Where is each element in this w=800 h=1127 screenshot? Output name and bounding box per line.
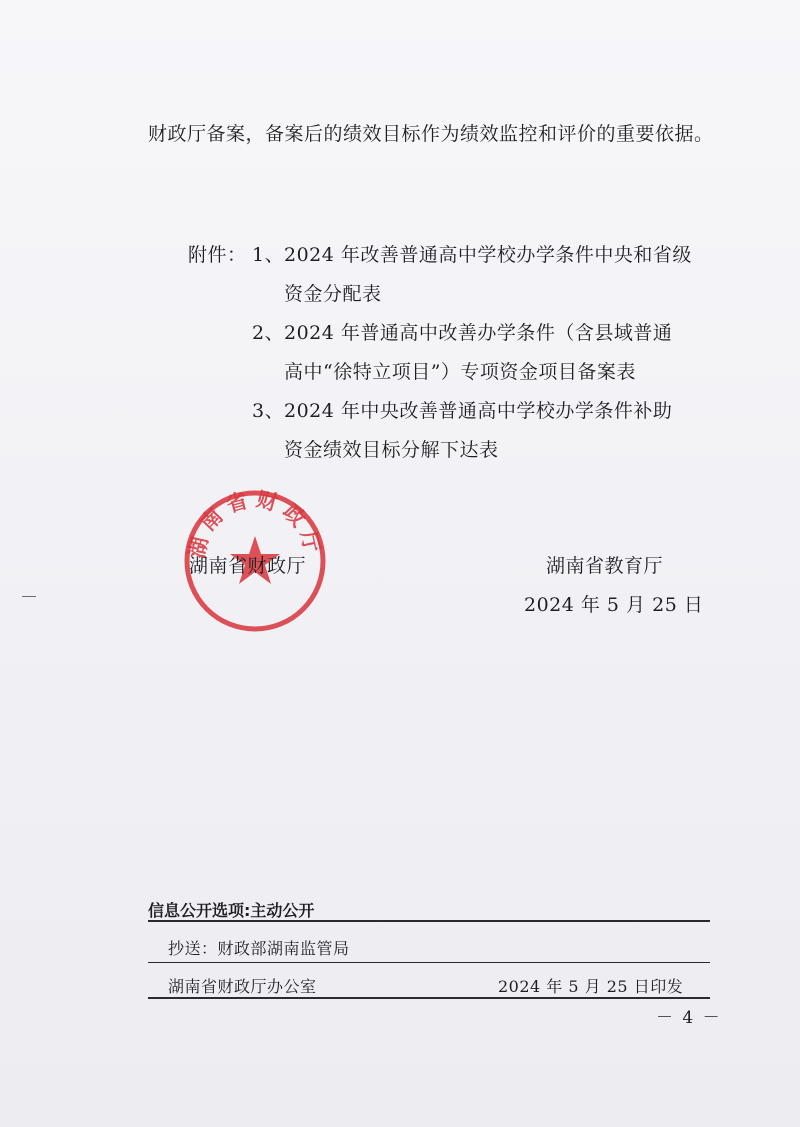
page-number: － 4 － <box>656 1008 722 1028</box>
signatory-finance-dept: 湖南省财政厅 <box>189 555 307 577</box>
attachment-number: 3、 <box>252 400 285 422</box>
attachments-label: 附件： <box>188 244 247 266</box>
attachment-item-2 <box>188 314 728 353</box>
signatory-education-dept: 湖南省教育厅 <box>546 555 664 577</box>
attachment-number: 2、 <box>252 322 285 344</box>
info-disclosure-option: 信息公开选项:主动公开 <box>148 901 315 920</box>
issue-date: 2024 年 5 月 25 日印发 <box>498 977 684 996</box>
attachment-title-continued: 高中“徐特立项目”）专项资金项目备案表 <box>284 361 636 383</box>
attachments-section <box>188 236 728 470</box>
signature-date: 2024 年 5 月 25 日 <box>524 594 704 616</box>
attachment-item-3 <box>188 392 728 431</box>
attachment-item-1 <box>188 236 728 275</box>
footer-rule-bottom <box>148 997 710 999</box>
attachment-title: 2024 年普通高中改善办学条件（含县域普通 <box>284 322 673 344</box>
attachment-title: 2024 年改善普通高中学校办学条件中央和省级 <box>284 244 692 266</box>
attachment-title-continued: 资金分配表 <box>284 283 382 305</box>
scan-edge-mark <box>22 596 36 597</box>
issuing-office: 湖南省财政厅办公室 <box>168 977 317 996</box>
closing-paragraph-line: 财政厅备案，备案后的绩效目标作为绩效监控和评价的重要依据。 <box>148 123 714 145</box>
footer-rule-middle <box>148 962 710 963</box>
footer-rule-top <box>148 920 710 922</box>
attachment-title: 2024 年中央改善普通高中学校办学条件补助 <box>284 400 673 422</box>
cc-recipients: 抄送：财政部湖南监管局 <box>168 939 350 958</box>
seal-text: 湖南省财政厅 <box>183 488 327 561</box>
attachment-title-continued: 资金绩效目标分解下达表 <box>284 439 499 461</box>
attachment-item-line <box>252 392 672 431</box>
attachment-number: 1、 <box>252 244 285 266</box>
attachment-item-line <box>252 236 692 275</box>
attachment-item-line <box>252 314 672 353</box>
